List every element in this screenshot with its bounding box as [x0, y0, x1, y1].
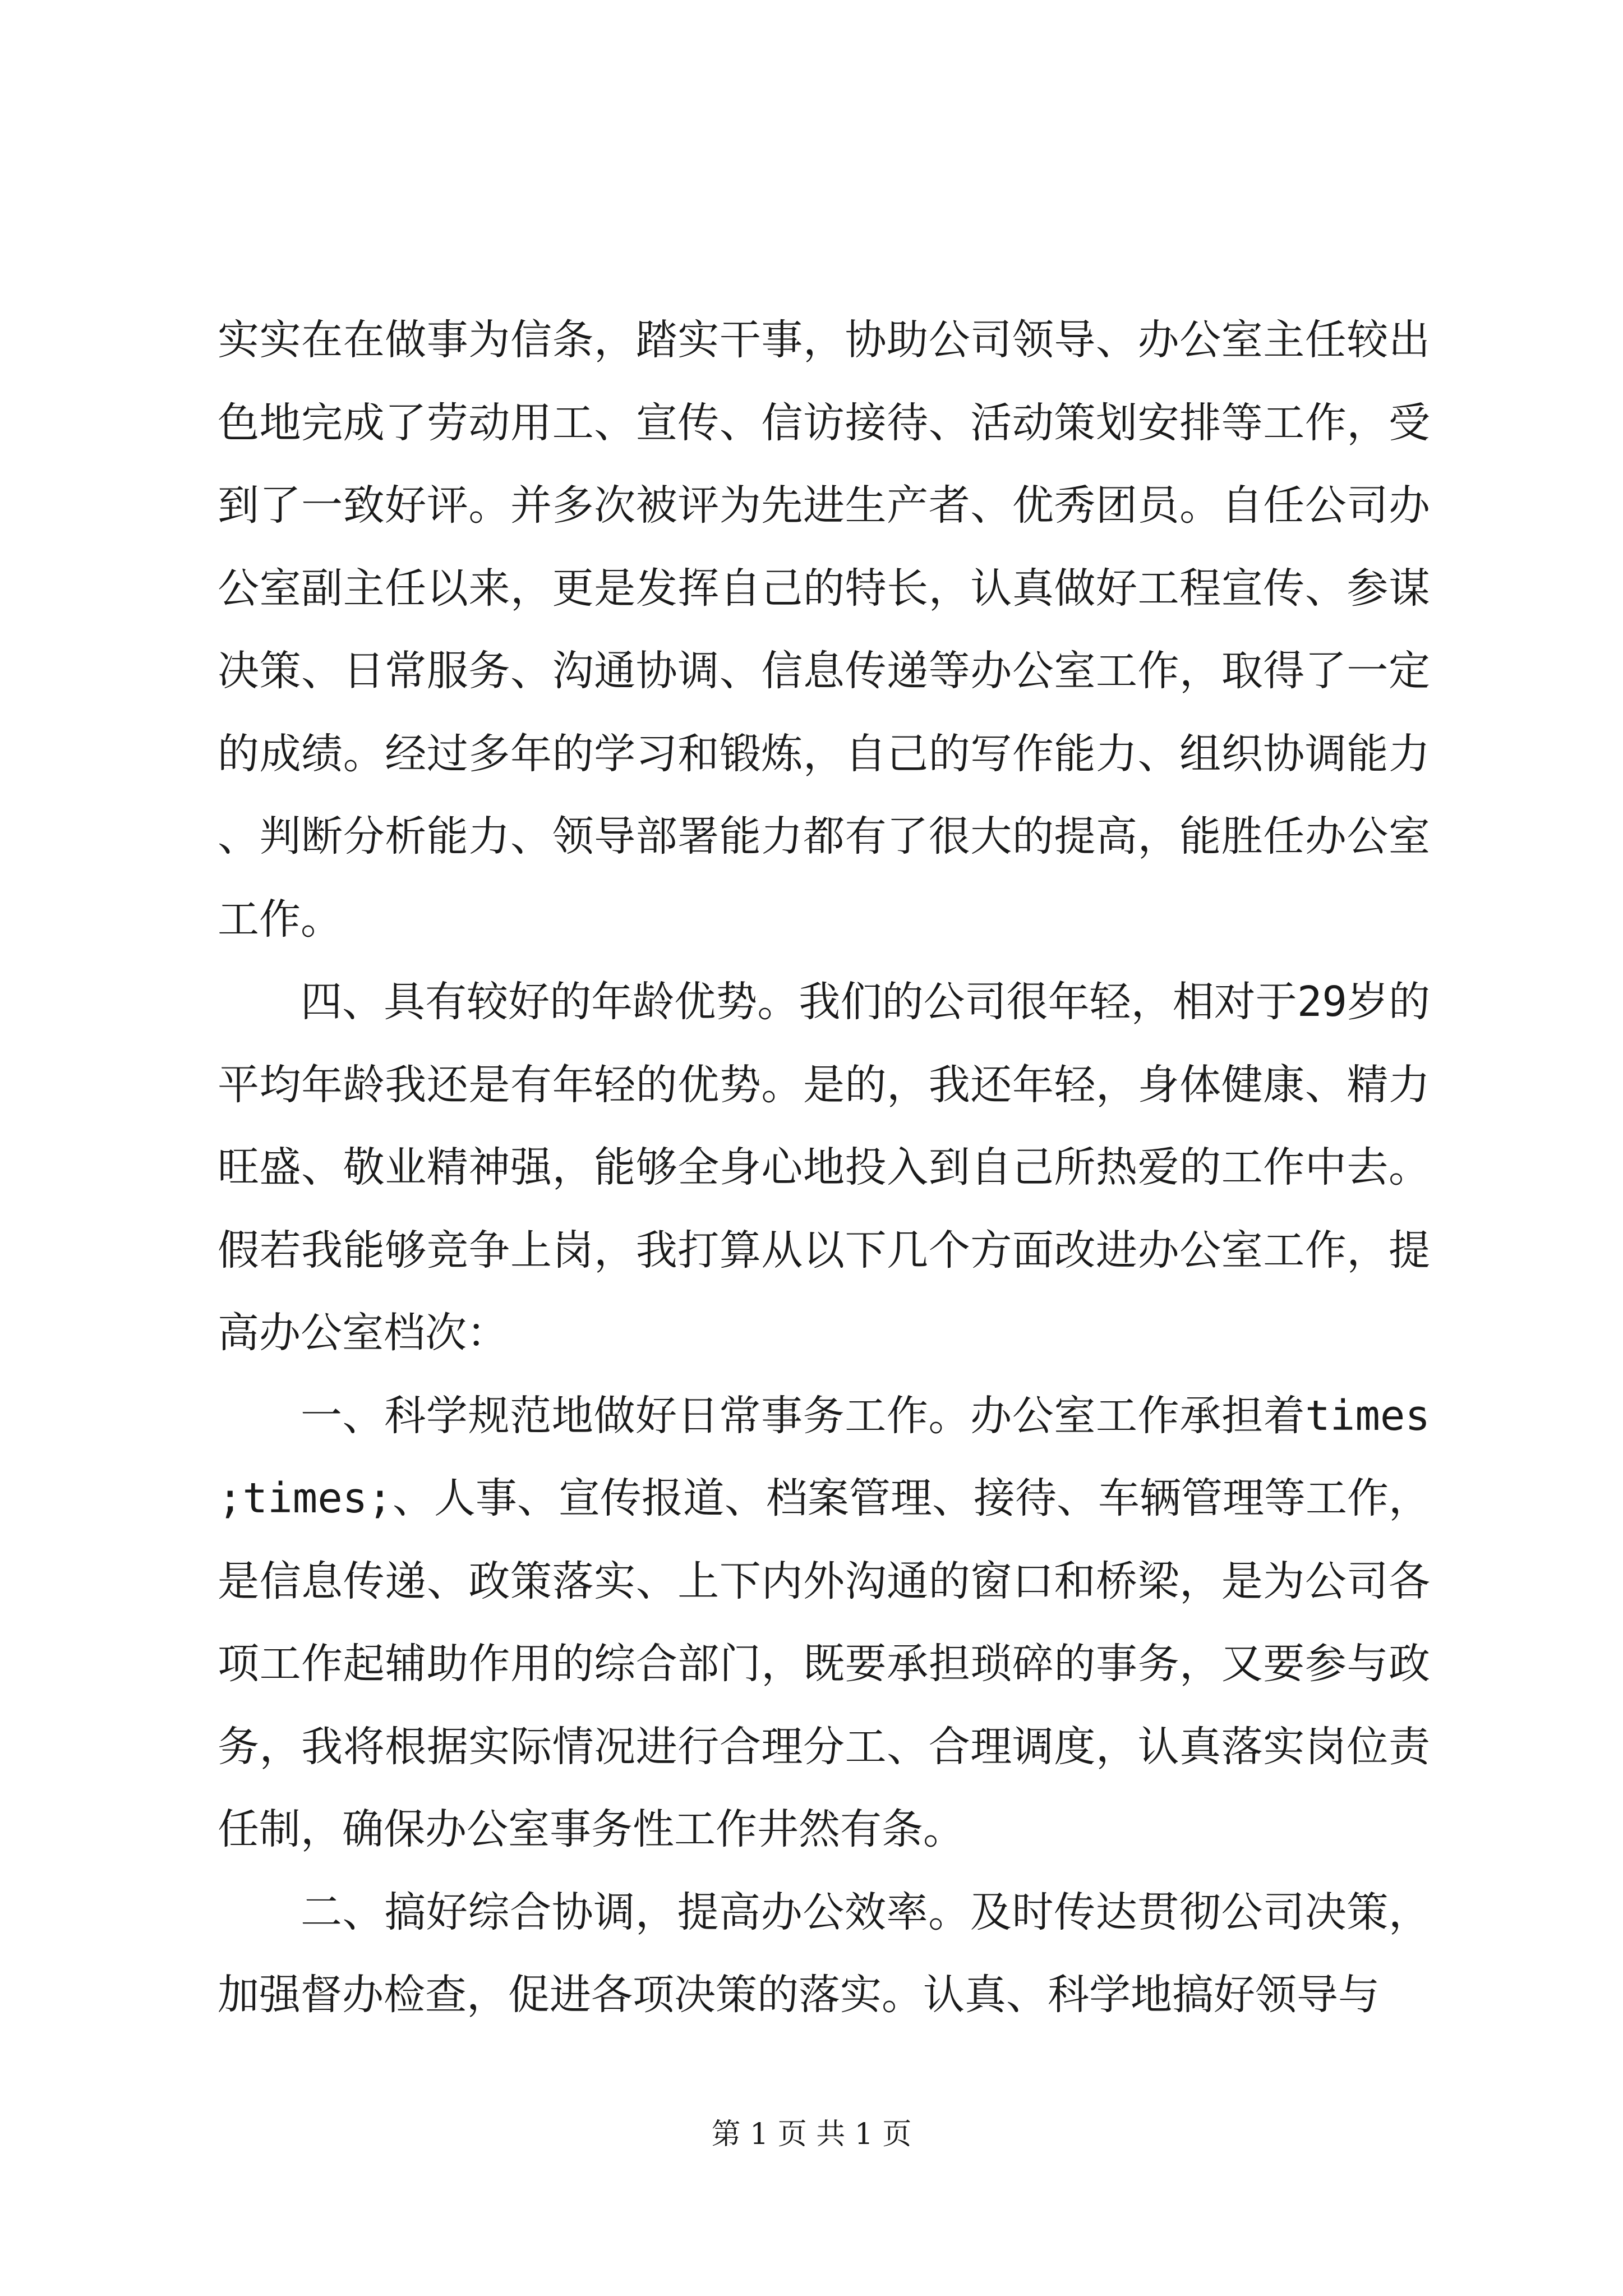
paragraph-2: 四、具有较好的年龄优势。我们的公司很年轻，相对于29岁的平均年龄我还是有年轻的优势。是的，我还年轻，身体健康、精力旺盛、敬业精神强，能够全身心地投入到自己所热爱的工作中去。假若我能够竞争上岗，我打算从以下几个方面改进办公室工作，提高办公室档次： — [218, 978, 1430, 1357]
paragraph-4: 二、搞好综合协调，提高办公效率。及时传达贯彻公司决策，加强督办检查，促进各项决策的落实。认真、科学地搞好领导与 — [218, 1888, 1430, 2019]
paragraph-3: 一、科学规范地做好日常事务工作。办公室工作承担着times;times;、人事、宣传报道、档案管理、接待、车辆管理等工作，是信息传递、政策落实、上下内外沟通的窗口和桥梁，是为公司各项工作起辅助作用的综合部门，既要承担琐碎的事务，又要参与政务，我将根据实际情况进行合理分工、合理调度，认真落实岗位责任制，确保办公室事务性工作井然有条。 — [218, 1391, 1430, 1853]
paragraph-1: 实实在在做事为信条，踏实干事，协助公司领导、办公室主任较出色地完成了劳动用工、宣传、信访接待、活动策划安排等工作，受到了一致好评。并多次被评为先进生产者、优秀团员。自任公司办公室副主任以来，更是发挥自己的特长，认真做好工程宣传、参谋决策、日常服务、沟通协调、信息传递等办公室工作，取得了一定的成绩。经过多年的学习和锻炼，自己的写作能力、组织协调能力、判断分析能力、领导部署能力都有了很大的提高，能胜任办公室工作。 — [218, 316, 1430, 944]
page-footer: 第 1 页 共 1 页 — [711, 2118, 912, 2151]
document-body — [218, 299, 1430, 2037]
